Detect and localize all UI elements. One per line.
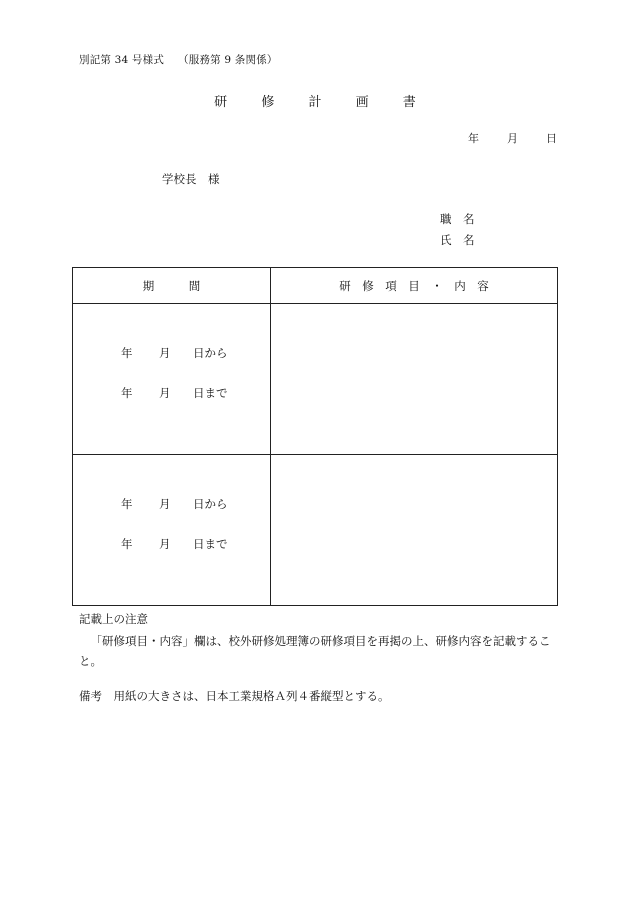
- period-to: 年 月 日まで: [121, 537, 228, 551]
- content-cell[interactable]: [271, 455, 558, 606]
- content-header: 研 修 項 目 ・ 内 容: [271, 268, 558, 304]
- name-label: 氏 名: [440, 233, 475, 247]
- date-year-label: 年: [468, 132, 479, 145]
- title-char: 修: [261, 95, 275, 110]
- notes-body: [79, 631, 557, 671]
- remarks: 備考 用紙の大きさは、日本工業規格Ａ列４番縦型とする。: [79, 689, 390, 703]
- content-cell[interactable]: [271, 304, 558, 455]
- position-label: 職 名: [440, 212, 475, 226]
- table-row: [73, 455, 558, 606]
- table-row: [73, 304, 558, 455]
- period-cell[interactable]: [73, 304, 271, 455]
- training-plan-table: [72, 267, 558, 606]
- title-char: 画: [355, 95, 369, 110]
- form-number: [79, 52, 278, 67]
- table-header-row: [73, 268, 558, 304]
- period-from: 年 月 日から: [121, 497, 228, 511]
- form-number-label: 別記第 34 号様式: [79, 54, 165, 66]
- related-article: （服務第 9 条関係）: [178, 54, 278, 66]
- period-cell[interactable]: [73, 455, 271, 606]
- document-title: [0, 91, 630, 110]
- date-month-label: 月: [507, 132, 518, 145]
- addressee: 学校長 様: [162, 172, 220, 186]
- title-char: 研: [214, 95, 228, 110]
- notes-title: 記載上の注意: [79, 612, 148, 626]
- date-day-label: 日: [546, 132, 557, 145]
- notes-text: 「研修項目・内容」欄は、校外研修処理簿の研修項目を再掲の上、研修内容を記載すること。: [79, 634, 551, 668]
- period-to: 年 月 日まで: [121, 386, 228, 400]
- period-header: 期 間: [73, 268, 271, 304]
- title-char: 計: [308, 95, 322, 110]
- title-char: 書: [402, 95, 416, 110]
- date-field[interactable]: [468, 130, 557, 146]
- period-from: 年 月 日から: [121, 346, 228, 360]
